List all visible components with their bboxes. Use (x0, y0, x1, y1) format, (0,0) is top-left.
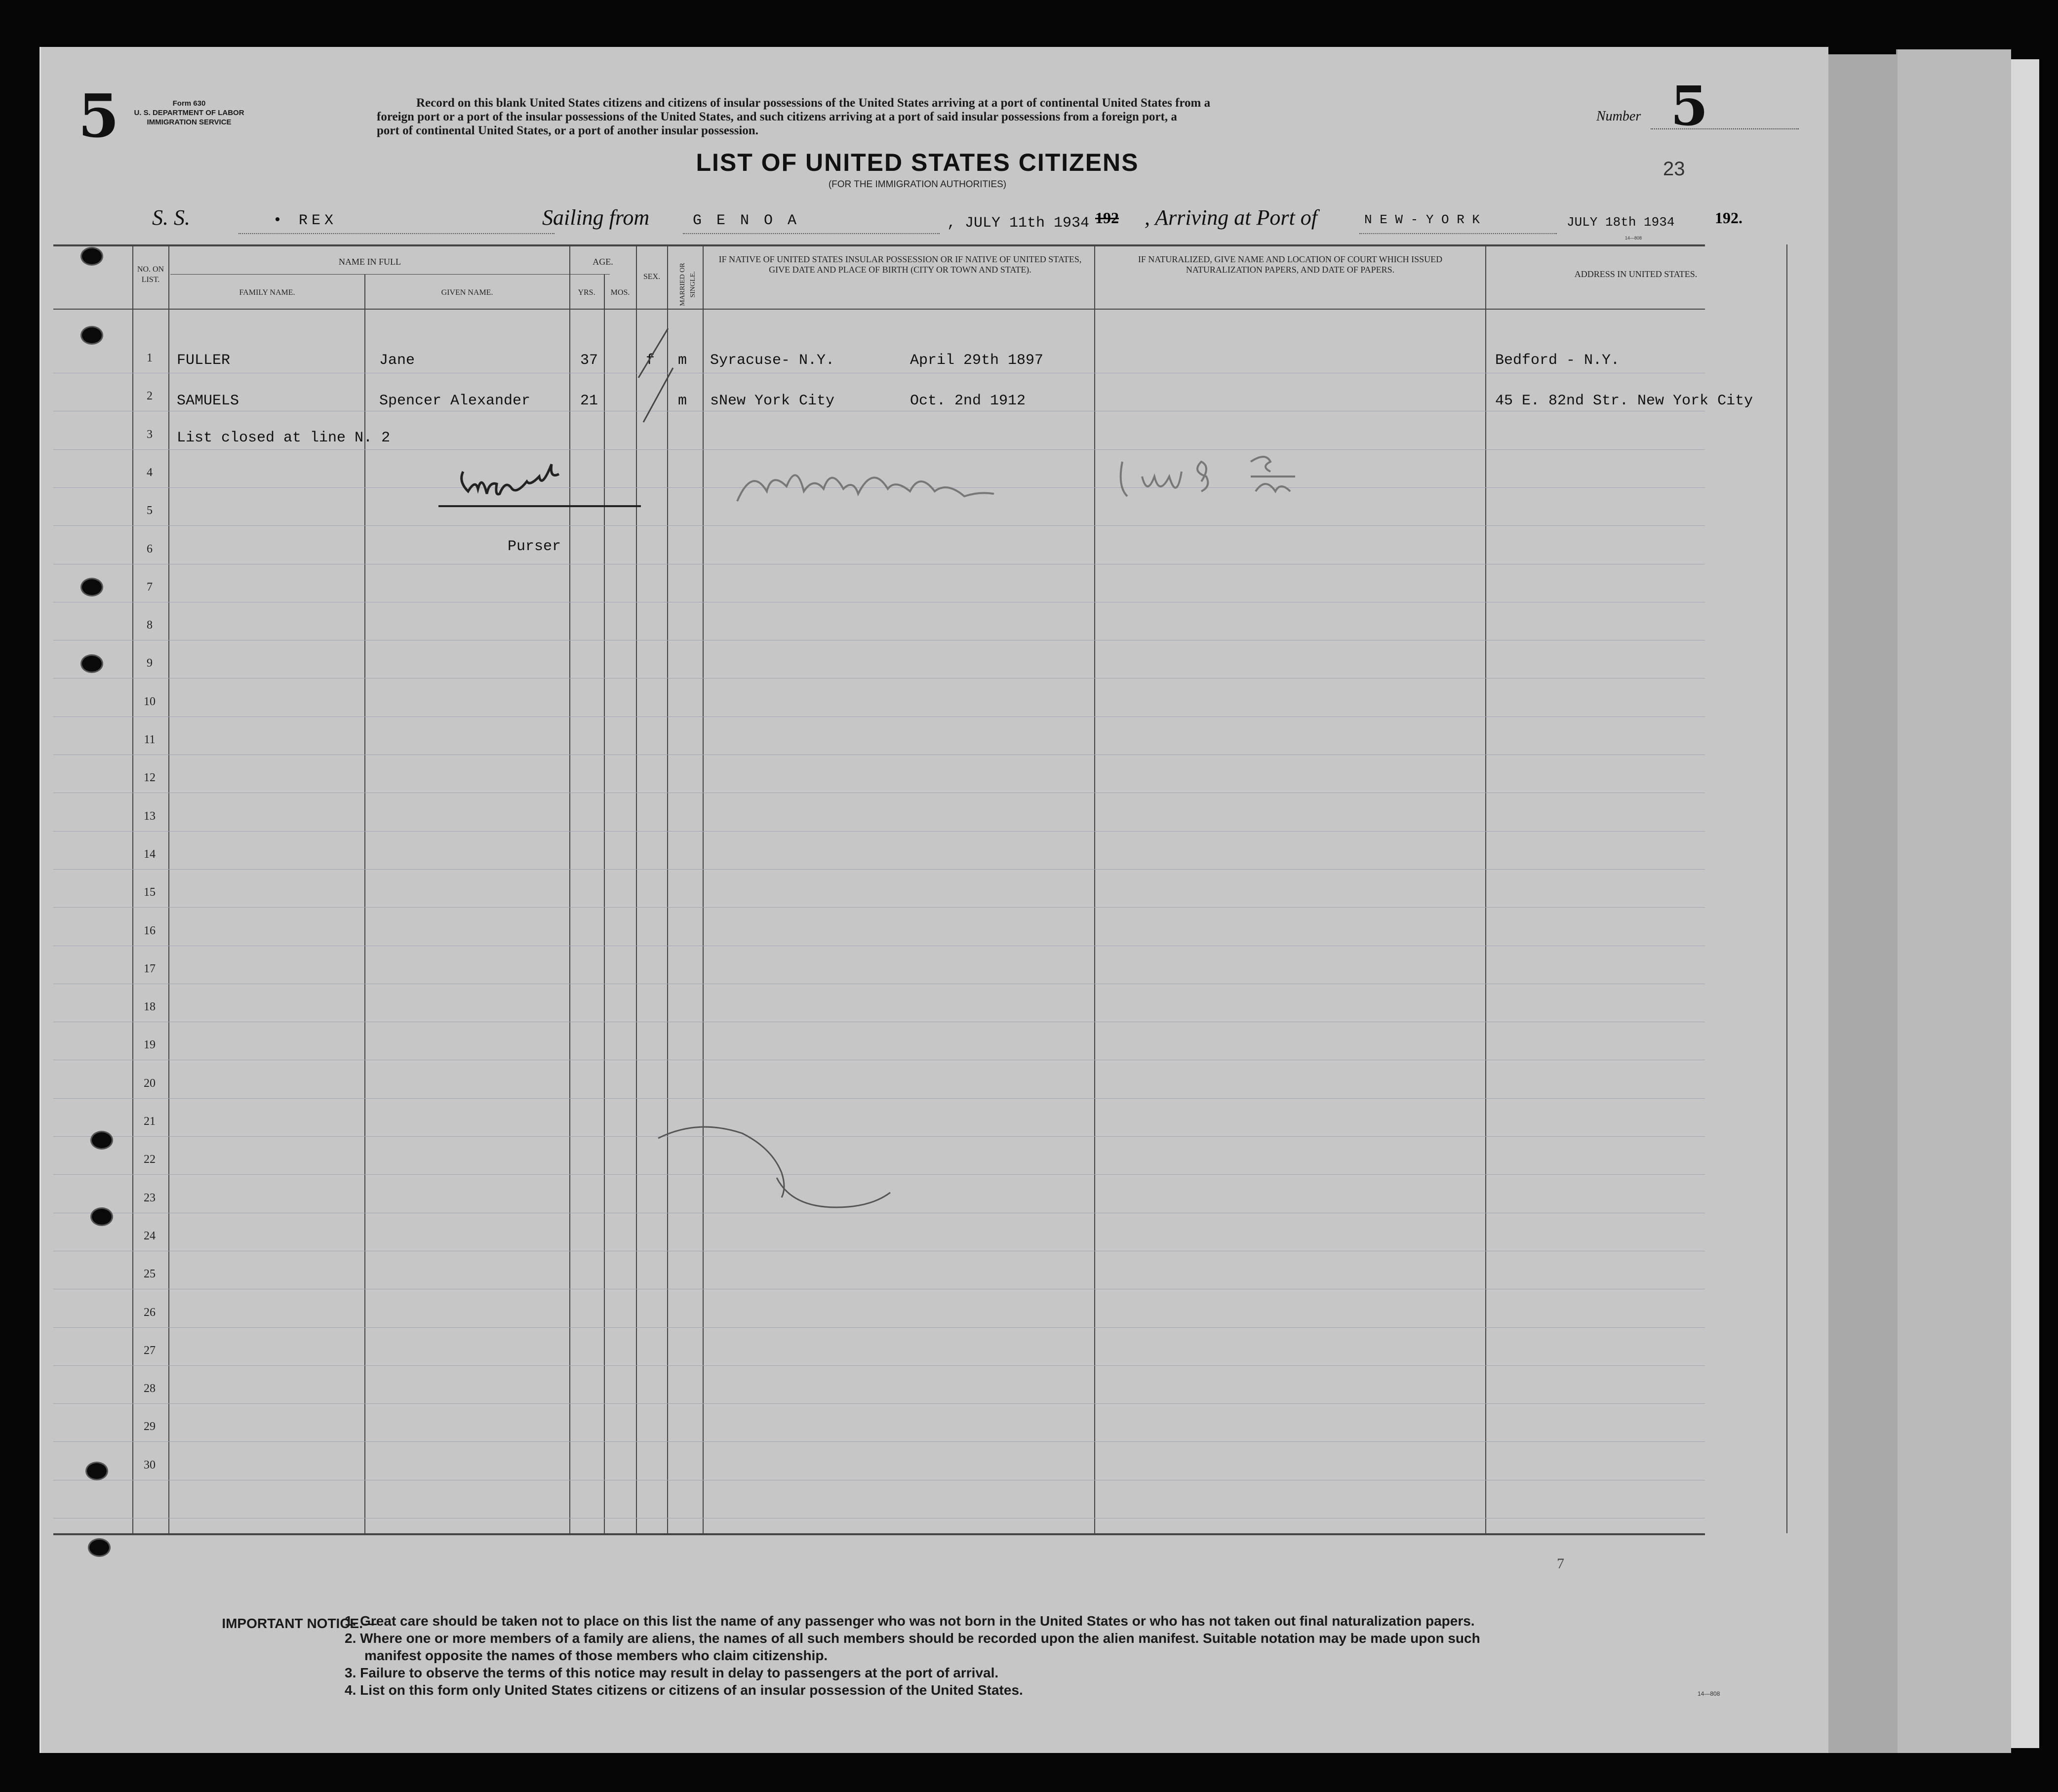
line-number: 12 (144, 771, 156, 785)
row2-birthdate: Oct. 2nd 1912 (910, 393, 1026, 409)
row1-yrs: 37 (580, 352, 598, 369)
line-number: 25 (144, 1268, 156, 1281)
ruled-line (53, 831, 1705, 832)
line-number: 23 (144, 1191, 156, 1204)
line-number: 26 (144, 1306, 156, 1319)
row1-address: Bedford - N.Y. (1495, 352, 1620, 369)
ruled-line (53, 907, 1705, 908)
page-edge (2010, 59, 2039, 1748)
col-line (132, 244, 133, 1533)
row1-family: FULLER (177, 352, 231, 369)
row2-family: SAMUELS (177, 393, 239, 409)
ship-mark: • (273, 212, 299, 229)
purser-signature (394, 457, 675, 536)
line-number: 9 (147, 657, 153, 670)
arrival-port: N E W - Y O R K (1364, 212, 1480, 227)
stray-mark: 7 (1557, 1555, 1564, 1572)
line-number: 20 (144, 1076, 156, 1090)
ruled-line (53, 1365, 1705, 1366)
col-line (364, 274, 365, 1533)
closing-note: List closed at line N. 2 (177, 430, 391, 446)
ruled-line (53, 1403, 1705, 1404)
line-number: 15 (144, 886, 156, 899)
header-no-on-list: NO. ON LIST. (137, 265, 164, 284)
row2-yrs: 21 (580, 393, 598, 409)
line-number: 17 (144, 962, 156, 975)
line-number: 8 (147, 619, 153, 632)
row2-address: 45 E. 82nd Str. New York City (1495, 393, 1753, 409)
ruled-line (53, 1098, 1705, 1099)
subheader-rule (170, 274, 610, 275)
sailing-label: Sailing from (542, 205, 650, 230)
col-line (667, 244, 668, 1533)
line-number: 30 (144, 1458, 156, 1472)
inspector-signature (727, 462, 1132, 521)
row1-married: m (678, 352, 687, 369)
sailing-port-underline (683, 233, 940, 234)
binding-hole (90, 1207, 113, 1226)
col-line (1485, 244, 1486, 1533)
row2-sex: m (678, 393, 687, 409)
ruled-line (53, 525, 1705, 526)
check-marks (609, 323, 683, 432)
page-edge (1827, 54, 1898, 1753)
line-number: 7 (147, 580, 153, 594)
line-number: 27 (144, 1344, 156, 1357)
arriving-label: , Arriving at Port of (1145, 205, 1317, 230)
manifest-page (40, 47, 1828, 1753)
row1-birthplace: Syracuse- N.Y. (710, 352, 835, 369)
notice-item: 4. List on this form only United States citizens or citizens of an insular possession of the United States. (345, 1682, 1023, 1698)
notice-items (345, 1612, 1821, 1699)
ss-label: S. S. (152, 205, 190, 230)
ship-name: • REX (273, 212, 338, 229)
arrival-year-suffix: 192. (1715, 209, 1742, 227)
form-label: Form 630 U. S. DEPARTMENT OF LABOR IMMIGRATION SERVICE (134, 99, 244, 126)
printer-note: 14—808 (1625, 236, 1642, 240)
corner-number: 5 (78, 81, 119, 151)
notice-label: IMPORTANT NOTICE.— (222, 1616, 377, 1631)
header-age: AGE. (593, 257, 613, 267)
notice-item: 2. Where one or more members of a family are aliens, the names of all such members should be recorded upon the alien manifest. Suitable notation may be made upon such (345, 1631, 1480, 1646)
row2-given: Spencer Alexander (379, 393, 531, 409)
notice-item: manifest opposite the names of those members who claim citizenship. (364, 1648, 828, 1663)
line-number: 24 (144, 1229, 156, 1242)
header-bottom-rule (53, 309, 1705, 310)
number-label: Number (1596, 109, 1641, 124)
binding-hole (80, 654, 103, 673)
binding-hole (88, 1538, 111, 1557)
arrival-port-underline (1359, 233, 1557, 234)
purser-label: Purser (508, 538, 561, 555)
line-number: 5 (147, 504, 153, 518)
number-value: 5 (1670, 74, 1708, 138)
ruled-line (53, 1441, 1705, 1442)
handwritten-date (1108, 447, 1345, 506)
header-yrs: YRS. (578, 288, 595, 297)
ruled-line (53, 869, 1705, 870)
form-code: 14—808 (1698, 1690, 1720, 1697)
header-given-name: GIVEN NAME. (441, 288, 493, 297)
line-number: 1 (147, 352, 153, 364)
line-number: 2 (147, 390, 153, 403)
line-number: 29 (144, 1420, 156, 1434)
page-mark: 23 (1663, 158, 1685, 180)
line-number: 6 (147, 542, 153, 556)
col-line (636, 244, 637, 1533)
table-top-rule (53, 244, 1705, 246)
line-number: 4 (147, 466, 153, 479)
sailing-port: G E N O A (693, 212, 800, 229)
row2-married: s (710, 393, 719, 409)
line-number: 16 (144, 924, 156, 937)
header-address: ADDRESS IN UNITED STATES. (1574, 269, 1698, 279)
sailing-year-struck: 192 (1095, 209, 1119, 227)
line-number: 13 (144, 809, 156, 823)
binding-hole (85, 1462, 108, 1480)
line-number: 22 (144, 1153, 156, 1166)
line-number: 10 (144, 695, 156, 708)
row1-given: Jane (379, 352, 415, 369)
header-native: IF NATIVE OF UNITED STATES INSULAR POSSESSION OR IF NATIVE OF UNITED STATES, GIVE DATE AND PLACE OF BIRTH (CITY OR TOWN AND STATE). (718, 254, 1082, 275)
arrival-date: JULY 18th 1934 (1567, 215, 1675, 230)
line-number: 18 (144, 1000, 156, 1014)
col-line (168, 244, 169, 1533)
header-family-name: FAMILY NAME. (239, 288, 295, 297)
line-number: 3 (147, 428, 153, 441)
binding-hole (90, 1131, 113, 1150)
table-bottom-rule (53, 1533, 1705, 1535)
binding-hole (80, 326, 103, 345)
header-mos: MOS. (610, 288, 630, 297)
line-number: 19 (144, 1038, 156, 1052)
page-title: LIST OF UNITED STATES CITIZENS (696, 149, 1139, 176)
ruled-line (53, 1327, 1705, 1328)
row1-birthdate: April 29th 1897 (910, 352, 1044, 369)
ruled-line (53, 449, 1705, 450)
binding-hole (80, 578, 103, 597)
line-number: 21 (144, 1115, 156, 1128)
col-line (703, 244, 704, 1533)
sailing-date: , JULY 11th 1934 (947, 215, 1090, 232)
col-line (569, 244, 570, 1533)
header-married-single: MARRIED OR SINGLE. (679, 263, 697, 306)
header-sex: SEX. (643, 273, 661, 281)
binding-hole (80, 247, 103, 266)
ship-underline (238, 233, 554, 234)
page-subtitle: (FOR THE IMMIGRATION AUTHORITIES) (828, 179, 1007, 190)
page-edge (1896, 49, 2011, 1753)
line-number: 28 (144, 1382, 156, 1395)
row2-birthplace: New York City (719, 393, 835, 409)
notice-item: 3. Failure to observe the terms of this notice may result in delay to passengers at the port of arrival. (345, 1665, 999, 1680)
instructions: Record on this blank United States citizens and citizens of insular possessions of the United States arriving at a port of continental United States from a foreign port or a port of the insular possessions of the United States, and such citizens arriving at a port of said insular possessions from a foreign port, a port of continental United States, or a port of another insular possession. (377, 96, 1211, 137)
header-naturalized: IF NATURALIZED, GIVE NAME AND LOCATION OF COURT WHICH ISSUED NATURALIZATION PAPERS, AND DATE OF PAPERS. (1138, 254, 1443, 275)
notice-item: 1. Great care should be taken not to place on this list the name of any passenger who was not born in the United States or who has not taken out final naturalization papers. (345, 1613, 1475, 1629)
col-line (1786, 244, 1787, 1533)
col-line (1094, 244, 1095, 1533)
line-number: 14 (144, 847, 156, 861)
stray-pen-stroke (648, 1118, 935, 1217)
header-name-in-full: NAME IN FULL (339, 257, 401, 267)
row1-sex: f (646, 352, 655, 369)
line-number: 11 (144, 733, 156, 746)
